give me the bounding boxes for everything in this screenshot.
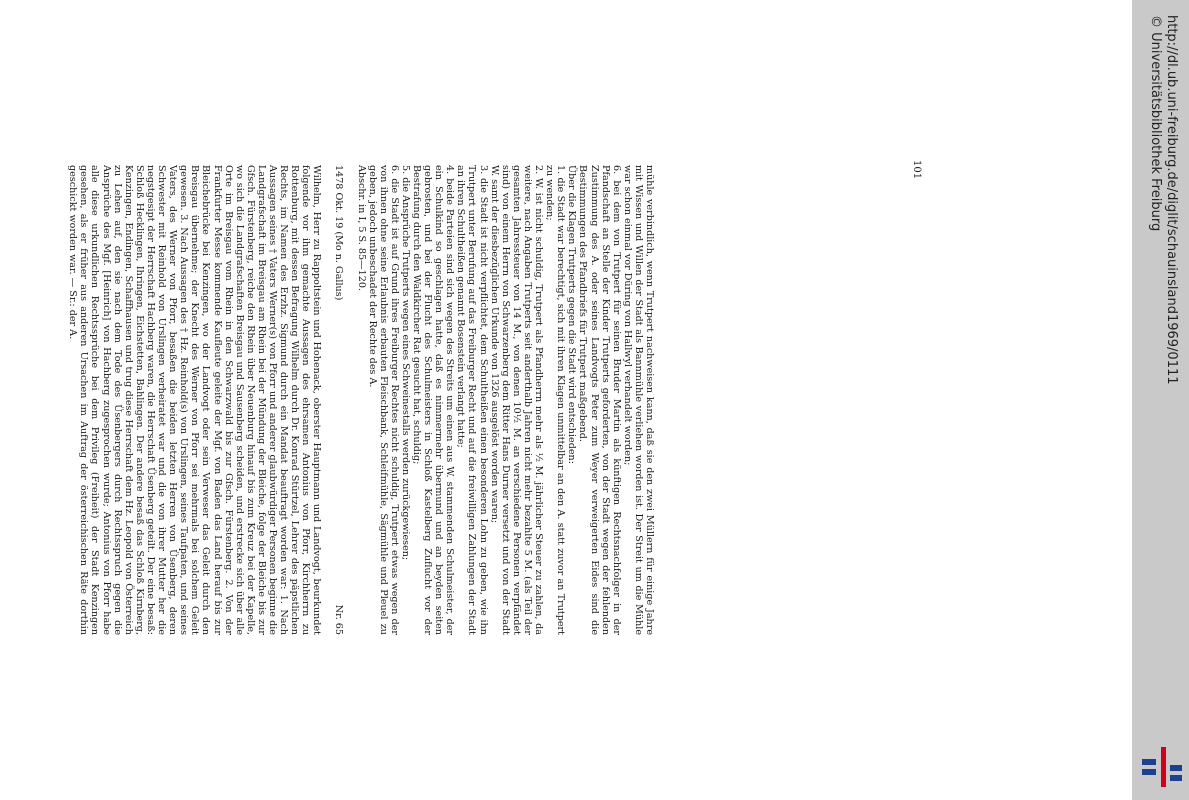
paragraph: 6. bei dem von Trutpert für seinen Bruder Martin als künftigen Rechtsnachfolger in der Pfandschaft an Stelle der Kinder Trutperts geforderten, von der Stadt wegen der fehlenden Zustimmung des A. oder seines Landvogts Peter zum Weyer verweigerten Eides sind die Bestimmungen des Pfandbriefs für Trutpert maßgebend. xyxy=(577,165,622,635)
paragraph: mühle verbindlich, wenn Trutpert nachweisen kann, daß sie den zwei Müllern für einige Jahre mit Wissen und Willen der Stadt als Bannmühle verliehen worden ist. Der Streit um die Mühle war schon einmal vor Düring von Hallwyl verhandelt worden; xyxy=(621,165,655,635)
entry-date: 1478 Okt. 19 (Mo n. Gallus) xyxy=(333,165,345,301)
ub-freiburg-logo-icon xyxy=(1140,745,1184,789)
paragraph: 6. die Stadt ist auf Grund ihres Freiburger Rechtes nicht schuldig, Trutpert etwas wegen der von ihnen ohne seine Erlaubnis erbauten Fleischbank, Schleifmühle, Sägmühle und Pleuel zu geben, jedoch unbeschadet der Rechte des A. xyxy=(366,165,400,635)
entry-number: Nr. 65 xyxy=(333,604,345,635)
page-body-text xyxy=(67,165,655,635)
paragraph: Über die Klagen Trutperts gegen die Stadt wird entschieden: xyxy=(566,165,578,464)
paragraph: 4. beide Parteien sind sich wegen des Streits um einen aus W. stammenden Schulmeister, der ein Schulkind so geschlagen hatte, daß es nimmermehr übermund und an beyden seiten gebrosten, und bei der Flucht des Schulmeisters in Schloß Kastelberg Zuflucht vor der Bestrafung durch den Waldkircher Rat gesucht hat, schuldig; xyxy=(411,165,456,635)
page-number: 101 xyxy=(911,160,922,180)
copyright-text: © Universitätsbibliothek Freiburg xyxy=(1148,15,1163,232)
paragraph: 2. W. ist nicht schuldig, Trutpert als Pfandherrn mehr als ½ M. jährlicher Steuer zu zahlen, da weitere, nach Angaben Trutperts seit anderthalb Jahren nicht mehr bezahlte 5 M. (als Teil der gesamten Jahressteuer von 14 M., von denen 10½ M. an verschiedene Personen verpfändet sind) von einem Herrn von Schwarzenberg dem Ritter Hans Durner versetzt und von der Stadt W. samt der diesbezüglichen Urkunde von 1326 ausgelöst worden waren; xyxy=(488,165,545,635)
entry-text: Wilhelm, Herr zu Rappoltstein und Hohenack, oberster Hauptmann und Landvogt, beurkundet folgende vor ihm gemachte Aussagen des ehrsamen Antonius von Pforr, Kirchherrn zu Rottenburg, mit dessen Befragung Wilhelm durch Dr. Konrad Stürtzel, Lehrer des päpstlichen Rechts, im Namen des Erzhz. Sigmund durch ein Mandat beauftragt worden war: 1. Nach Aussagen seines † Vaters Werner(s) von Pforr und anderer glaubwürdiger Personen beginne die Landgrafschaft im Breisgau am Rhein bei der Mündung der Bleiche, folge der Bleiche bis zur Gfsch. Fürstenberg, reiche den Rhein über Neuenburg hinauf bis zum Kreuz bei der Kapelle, wo sich die Landgrafschaften Breisgau und Sausenberg scheiden, und erstrecke sich über alle Orte im Breisgau vom Rhein in den Schwarzwald bis zur Gfsch. Fürstenberg. 2. Von der Frankfurter Messe kommende Kaufleute geleite der Mgf. von Baden das Land herauf bis zur Bleichebrücke bei Kenzingen, wo der Landvogt oder sein Verweser das Geleit durch den Breisgau übernehme; der Knecht des Werner von Pforr sei mehrmals bei solchem Geleit gewesen. 3. Nach Aussagen des † Hz. Reinhold(s) von Urslingen, seines Taufpaten, und seines Vaters, des Werner von Pforr, besaßen die beiden letzten Herren von Üsenberg, deren Schwester mit Reinhold von Urslingen verheiratet war und die von ihrer Mutter her die negstgesipt der Herrschaft Hachberg waren, die Herrschaft Üsenberg geteilt. Der eine besaß: Schloß Hecklingen, Ihringen, Eichstetten, Bahlingen. Der andere besaß das Schloß Kirnberg, Kenzingen, Endingen, Schaffhausen und trug diese Herrschaft dem Hz. Leopold von Österreich zu Lehen auf, den sie nach dem Tode des Üsenbergers durch Rechtsspruch gegen die Ansprüche des Mgf. [Heinrich] von Hachberg zugesprochen wurde; Antonius von Pforr habe alle diese urkundlichen Rechtssprüche bei dem Privileg (Freiheit) der Stadt Kenzingen gesehen, als er früher aus anderen Ursachen im Auftrag der österreichischen Räte dorthin geschickt worden war. — Sr.: der A. xyxy=(67,165,323,635)
paragraph: 1. die Stadt war berechtigt, sich mit ihren Klagen unmittelbar an den A. statt zuvor an Trutpert zu wenden; xyxy=(544,165,567,635)
sidebar-credits xyxy=(1147,15,1179,435)
source-url-link[interactable]: http://dl.ub.uni-freiburg.de/diglit/schauinsland1969/0111 xyxy=(1164,15,1179,385)
paragraph: 5. die Ansprüche Trutperts wegen eines Schweinestalls werden zurückgewiesen; xyxy=(399,165,411,561)
paragraph: Abschr. in I, 5 S. 85—120. xyxy=(355,165,367,292)
paragraph: 3. die Stadt ist nicht verpflichtet, dem Schultheißen einen besonderen Lohn zu geben, wie ihn Trutpert unter Berufung auf das Freiburger Recht und auf die freiwilligen Zahlungen der Stadt an ihren Schultheißen genannt Bosenstein verlangt hatte; xyxy=(455,165,489,635)
entry-header xyxy=(333,165,344,635)
